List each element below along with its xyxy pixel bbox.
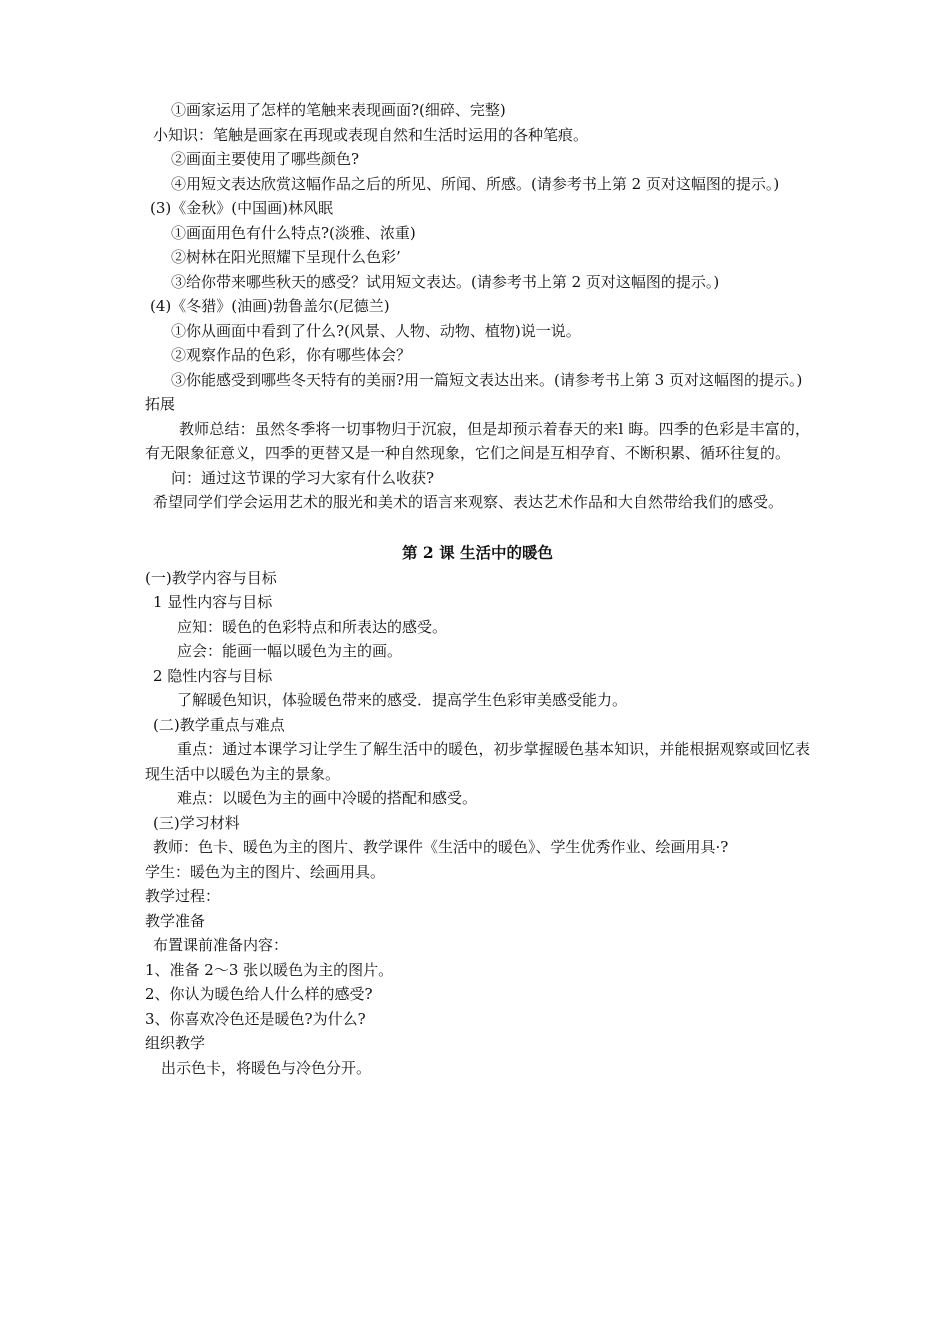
subheading: (4)《冬猎》(油画)勃鲁盖尔(尼德兰) — [150, 297, 390, 315]
lesson-title: 第 2 课 生活中的暖色 — [402, 543, 553, 562]
paragraph: ①画面用色有什么特点?(淡雅、浓重) — [171, 223, 416, 242]
paragraph: 小知识：笔触是画家在再现或表现自然和生活时运用的各种笔痕。 — [153, 125, 589, 144]
paragraph: ③你能感受到哪些冬天特有的美丽?用一篇短文表达出来。(请参考书上第 3 页对这幅图的提示。) — [171, 370, 803, 389]
document-page — [145, 98, 810, 1080]
subheading: 2 隐性内容与目标 — [153, 666, 273, 685]
section-heading: 教学过程： — [145, 887, 221, 905]
section-heading: 组织教学 — [145, 1034, 206, 1052]
paragraph: 问：通过这节课的学习大家有什么收获? — [171, 468, 435, 487]
list-item: 1、准备 2～3 张以暖色为主的图片。 — [145, 960, 394, 979]
paragraph: 教师总结：虽然冬季将一切事物归于沉寂，但是却预示着春天的来l 晦。四季的色彩是丰富的，有无限象征意义，四季的更替又是一种自然现象，它们之间是互相孕育、不断积累、循环往复的。 — [145, 419, 810, 462]
section-heading: (三)学习材料 — [153, 813, 240, 832]
paragraph: ②观察作品的色彩，你有哪些体会？ — [171, 346, 412, 364]
subheading: 拓展 — [145, 395, 176, 413]
paragraph: 出示色卡，将暖色与冷色分开。 — [161, 1058, 372, 1077]
paragraph: ①你从画面中看到了什么?(风景、人物、动物、植物)说一说。 — [171, 321, 581, 340]
paragraph: ②树林在阳光照耀下呈现什么色彩’ — [171, 248, 401, 266]
section-heading: 教学准备 — [145, 911, 206, 930]
paragraph: 布置课前准备内容： — [153, 936, 289, 954]
paragraph: ③给你带来哪些秋天的感受？试用短文表达。(请参考书上第 2 页对这幅图的提示。) — [171, 272, 720, 291]
subheading: (3)《金秋》(中国画)林风眠 — [150, 199, 333, 217]
paragraph: 学生：暖色为主的图片、绘画用具。 — [145, 862, 386, 881]
section-heading: (一)教学内容与目标 — [145, 568, 277, 587]
paragraph: 重点：通过本课学习让学生了解生活中的暖色，初步掌握暖色基本知识，并能根据观察或回忆表现生活中以暖色为主的景象。 — [145, 740, 810, 783]
paragraph: ④用短文表达欣赏这幅作品之后的所见、所闻、所感。(请参考书上第 2 页对这幅图的提示。) — [171, 174, 780, 193]
list-item: 3、你喜欢冷色还是暖色?为什么? — [145, 1009, 366, 1028]
paragraph: 难点：以暖色为主的画中冷暖的搭配和感受。 — [177, 789, 478, 807]
paragraph: 了解暖色知识，体验暖色带来的感受．提高学生色彩审美感受能力。 — [177, 691, 628, 709]
subheading: 1 显性内容与目标 — [153, 593, 273, 611]
paragraph: ①画家运用了怎样的笔触来表现画面?(细碎、完整) — [171, 101, 506, 119]
paragraph: ②画面主要使用了哪些颜色? — [171, 150, 360, 168]
paragraph: 应知：暖色的色彩特点和所表达的感受。 — [177, 617, 448, 636]
section-heading: (二)教学重点与难点 — [153, 715, 285, 734]
paragraph: 希望同学们学会运用艺术的服光和美术的语言来观察、表达艺术作品和大自然带给我们的感受。 — [153, 493, 784, 511]
spacer — [145, 515, 810, 540]
paragraph: 教师：色卡、暖色为主的图片、教学课件《生活中的暖色》、学生优秀作业、绘画用具·? — [153, 838, 729, 856]
list-item: 2、你认为暖色给人什么样的感受? — [145, 985, 373, 1003]
paragraph: 应会：能画一幅以暖色为主的画。 — [177, 642, 403, 660]
